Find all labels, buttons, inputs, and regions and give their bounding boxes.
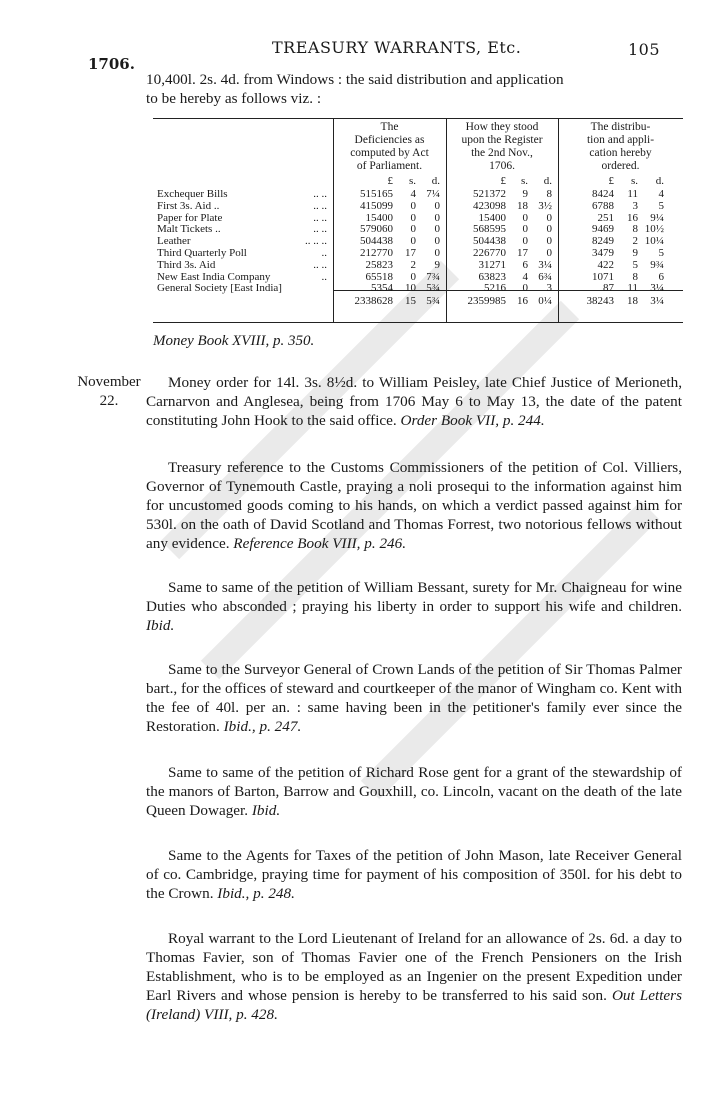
table-cell: 0 xyxy=(410,223,416,236)
unit-heading: s. xyxy=(630,175,638,187)
table-cell: 423098 xyxy=(473,199,506,212)
page-number: 105 xyxy=(628,40,661,59)
table-cell: 5354 xyxy=(371,282,393,295)
entry-paragraph: Same to the Surveyor General of Crown Lands of the petition of Sir Thomas Palmer bart., for the offices of steward and courtkeeper of the manor of Wingham co. Kent with the fee of 40l. per an. : same having been in the petitioner's family ever since the Restoration. Ibid., p. 247. xyxy=(146,661,682,735)
column-heading: The distribu- xyxy=(590,121,651,133)
unit-heading: £ xyxy=(608,175,614,187)
table-cell: 25823 xyxy=(365,258,393,271)
table-bottom-rule xyxy=(153,322,683,323)
table-row-label: New East India Company xyxy=(157,270,271,283)
table-row-label: Exchequer Bills xyxy=(157,188,228,200)
table-row-label: First 3s. Aid .. xyxy=(157,199,220,212)
table-cell: 10 xyxy=(405,282,416,295)
table-cell: 65518 xyxy=(365,270,393,283)
table-cell: 5 xyxy=(658,199,664,212)
table-cell: 8 xyxy=(632,270,638,283)
table-cell: 2 xyxy=(632,235,638,248)
table-total-cell: 16 xyxy=(517,295,528,307)
column-heading: The xyxy=(380,121,399,133)
table-total-cell: 2338628 xyxy=(354,295,393,307)
table-cell: 0 xyxy=(434,211,440,224)
table-cell: 15400 xyxy=(365,211,393,224)
table-cell: 0 xyxy=(546,211,552,224)
table-cell: 0 xyxy=(434,235,440,248)
table-cell: 251 xyxy=(597,211,614,224)
margin-date-month: November xyxy=(77,374,141,390)
table-cell: 0 xyxy=(410,211,416,224)
table-cell: 87 xyxy=(603,282,614,295)
column-heading: ordered. xyxy=(601,160,640,172)
table-cell: 8249 xyxy=(592,235,614,248)
unit-heading: £ xyxy=(500,175,506,187)
table-row-label: Paper for Plate xyxy=(157,211,223,224)
table-cell: 422 xyxy=(597,258,614,271)
table-cell: 521372 xyxy=(473,188,506,200)
column-heading: the 2nd Nov., xyxy=(471,147,533,159)
unit-heading: d. xyxy=(431,175,440,187)
table-cell: 9¾ xyxy=(650,258,664,271)
table-cell: 18 xyxy=(517,199,528,212)
unit-heading: d. xyxy=(543,175,552,187)
table-cell: 0 xyxy=(410,199,416,212)
table-cell: 3 xyxy=(546,282,552,295)
table-cell: 9 xyxy=(632,247,638,259)
table-cell: 7¼ xyxy=(426,188,440,200)
column-heading: Deficiencies as xyxy=(354,134,425,146)
table-total-cell: 2359985 xyxy=(467,295,506,307)
table-total-cell: 0¼ xyxy=(538,295,552,307)
table-cell: 0 xyxy=(410,235,416,248)
table-cell: 9 xyxy=(522,188,528,200)
table-cell: 3¼ xyxy=(538,258,552,271)
table-cell: 9¼ xyxy=(650,211,664,224)
unit-heading: £ xyxy=(387,175,393,187)
table-total-cell: 18 xyxy=(627,295,638,307)
column-heading: cation hereby xyxy=(589,147,652,159)
table-cell: 212770 xyxy=(360,247,393,259)
margin-year: 1706. xyxy=(88,55,135,73)
table-cell: 0 xyxy=(434,247,440,259)
table-cell: 0 xyxy=(546,235,552,248)
table-row-label: Third Quarterly Poll xyxy=(157,247,247,259)
table-cell: 6¾ xyxy=(538,270,552,283)
table-cell: 0 xyxy=(522,223,528,236)
entry-paragraph: Money order for 14l. 3s. 8½d. to William Peisley, late Chief Justice of Merioneth, Carnarvon and Anglesea, being from 1706 May 6 to May 13, the date of the patent constituting John Hook to the said office. Order Book VII, p. 244. xyxy=(146,374,682,429)
table-cell: 0 xyxy=(522,282,528,295)
leader-dots: .. .. .. xyxy=(305,235,327,248)
running-title: TREASURY WARRANTS, Etc. xyxy=(272,38,522,57)
leader-dots: .. .. xyxy=(313,199,327,212)
table-cell: 3479 xyxy=(592,247,614,259)
table-cell: 4 xyxy=(522,270,528,283)
table-cell: 7¾ xyxy=(426,270,440,283)
table-total-cell: 38243 xyxy=(586,295,614,307)
table-cell: 568595 xyxy=(473,223,506,236)
table-cell: 17 xyxy=(405,247,416,259)
table-row-label: Leather xyxy=(157,235,191,248)
table-row-label: General Society [East India] xyxy=(157,282,282,295)
unit-heading: d. xyxy=(655,175,664,187)
table-total-cell: 5¾ xyxy=(426,295,440,307)
column-heading: of Parliament. xyxy=(356,160,423,172)
column-heading: tion and appli- xyxy=(586,134,655,146)
table-cell: 5216 xyxy=(484,282,506,295)
distribution-table xyxy=(153,118,683,328)
leader-dots: .. .. xyxy=(313,258,327,271)
column-heading: computed by Act xyxy=(350,147,429,159)
table-cell: 415099 xyxy=(360,199,393,212)
table-cell: 0 xyxy=(434,223,440,236)
margin-date-day: 22. xyxy=(99,393,119,409)
table-cell: 579060 xyxy=(360,223,393,236)
table-cell: 0 xyxy=(546,247,552,259)
table-cell: 1071 xyxy=(592,270,614,283)
table-cell: 6 xyxy=(522,258,528,271)
table-cell: 9 xyxy=(434,258,440,271)
intro-line-2: to be hereby as follows viz. : xyxy=(146,90,322,107)
table-cell: 8424 xyxy=(592,188,614,200)
entry-paragraph: Treasury reference to the Customs Commissioners of the petition of Col. Villiers, Governor of Tynemouth Castle, praying a noli prosequi to the information against him for uncustomed goods coming to his hands, on which a verdict passed against him for 530l. on the oath of David Scotland and Thomas Forrest, two notorious fellows without any evidence. Reference Book VIII, p. 246. xyxy=(146,459,682,552)
table-cell: 16 xyxy=(627,211,638,224)
table-cell: 6 xyxy=(658,270,664,283)
table-cell: 31271 xyxy=(478,258,506,271)
leader-dots: .. xyxy=(321,270,327,283)
column-heading: How they stood xyxy=(465,121,539,133)
unit-heading: s. xyxy=(520,175,528,187)
table-total-cell: 3¼ xyxy=(650,295,664,307)
entry-paragraph: Same to the Agents for Taxes of the petition of John Mason, late Receiver General of co. Cambridge, praying time for payment of his composition of 350l. for his debt to the Crown. Ibid., p. 248. xyxy=(146,847,682,902)
column-heading: upon the Register xyxy=(461,134,543,146)
table-cell: 10¼ xyxy=(644,235,664,248)
table-cell: 0 xyxy=(434,199,440,212)
leader-dots: .. .. xyxy=(313,188,327,200)
table-cell: 3½ xyxy=(538,199,552,212)
table-cell: 504438 xyxy=(360,235,393,248)
table-total-cell: 15 xyxy=(405,295,416,307)
table-cell: 8 xyxy=(546,188,552,200)
table-cell: 0 xyxy=(410,270,416,283)
intro-line-1: 10,400l. 2s. 4d. from Windows : the said distribution and application xyxy=(146,71,564,88)
table-cell: 4 xyxy=(410,188,416,200)
table-cell: 9469 xyxy=(592,223,614,236)
leader-dots: .. .. xyxy=(313,223,327,236)
table-source: Money Book XVIII, p. 350. xyxy=(153,333,315,349)
table-row-label: Malt Tickets .. xyxy=(157,223,221,236)
table-cell: 17 xyxy=(517,247,528,259)
table-cell: 6788 xyxy=(592,199,614,212)
table-cell: 0 xyxy=(522,211,528,224)
table-cell: 515165 xyxy=(360,188,393,200)
table-cell: 3 xyxy=(632,199,638,212)
table-cell: 3¼ xyxy=(650,282,664,295)
entry-paragraph: Same to same of the petition of Richard Rose gent for a grant of the stewardship of the manors of Barton, Barrow and Gouxhill, co. Lincoln, vacant on the death of the late Queen Dowager. Ibid. xyxy=(146,764,682,819)
table-cell: 15400 xyxy=(478,211,506,224)
table-cell: 2 xyxy=(410,258,416,271)
table-cell: 63823 xyxy=(478,270,506,283)
table-cell: 4 xyxy=(658,188,664,200)
leader-dots: .. .. xyxy=(313,211,327,224)
table-cell: 11 xyxy=(627,282,638,295)
table-cell: 5 xyxy=(632,258,638,271)
table-top-rule xyxy=(153,118,683,119)
table-cell: 504438 xyxy=(473,235,506,248)
table-cell: 8 xyxy=(632,223,638,236)
table-cell: 0 xyxy=(546,223,552,236)
table-cell: 5¾ xyxy=(426,282,440,295)
table-cell: 226770 xyxy=(473,247,506,259)
unit-heading: s. xyxy=(408,175,416,187)
table-cell: 5 xyxy=(658,247,664,259)
table-row-label: Third 3s. Aid xyxy=(157,258,216,271)
table-cell: 11 xyxy=(627,188,638,200)
entry-paragraph: Same to same of the petition of William Bessant, surety for Mr. Chaigneau for wine Duties who absconded ; praying his liberty in order to support his wife and children. Ibid. xyxy=(146,579,682,634)
leader-dots: .. xyxy=(321,247,327,259)
entry-paragraph: Royal warrant to the Lord Lieutenant of Ireland for an allowance of 2s. 6d. a day to Thomas Favier, son of Thomas Favier one of the French Pensioners on the Irish Establishment, who is to be employed as an Ingenier on the present Expedition under Earl Rivers and whose pension is hereby to be transferred to his said son. Out Letters (Ireland) VIII, p. 428. xyxy=(146,930,682,1023)
table-cell: 0 xyxy=(522,235,528,248)
table-cell: 10½ xyxy=(644,223,664,236)
column-heading: 1706. xyxy=(489,160,515,172)
